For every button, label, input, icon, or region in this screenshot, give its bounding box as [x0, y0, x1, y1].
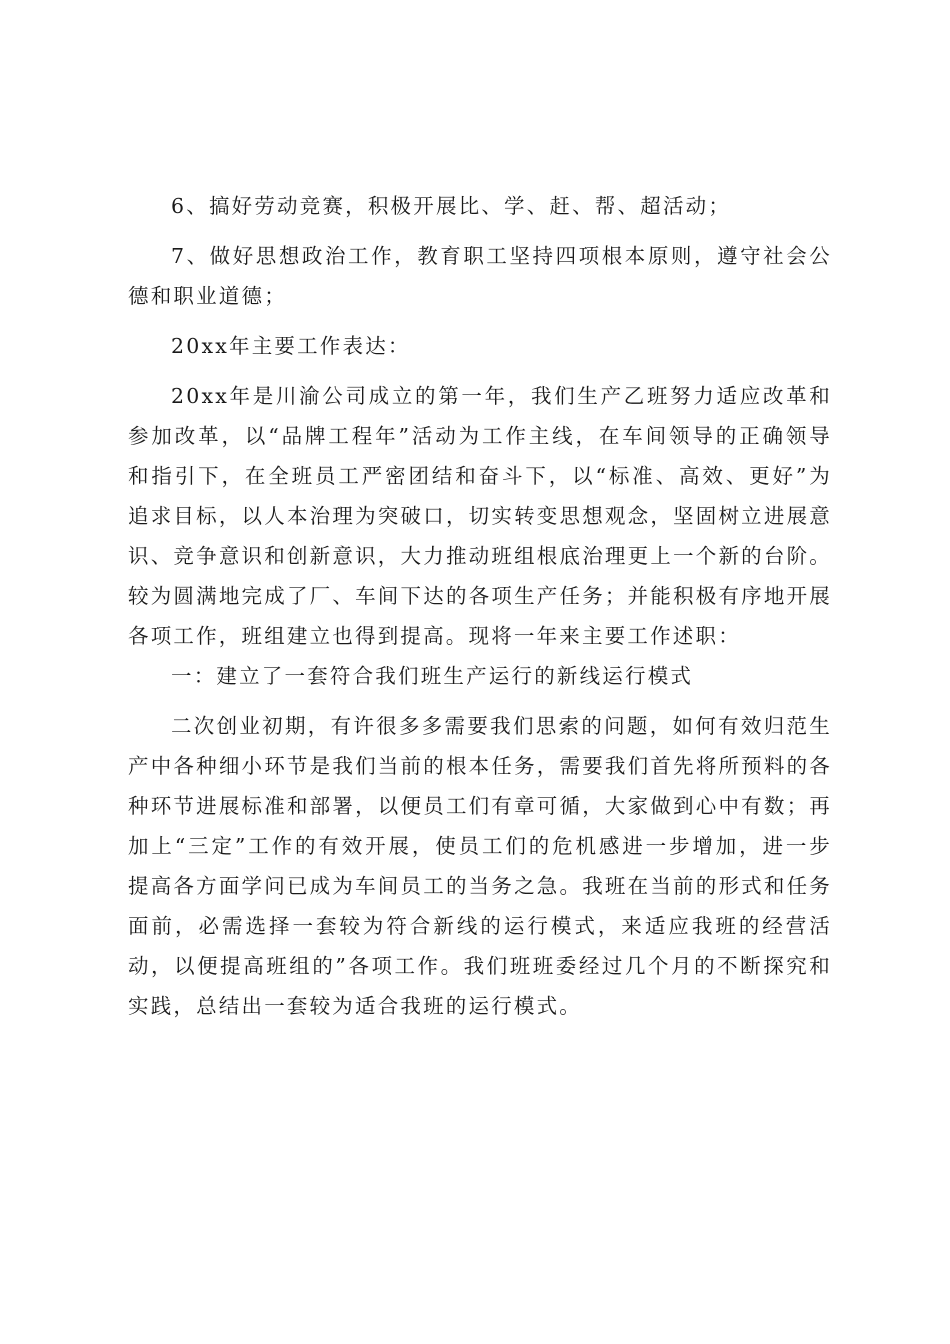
subheading: 一：建立了一套符合我们班生产运行的新线运行模式 [171, 664, 694, 688]
list-item-6: 6、搞好劳动竞赛，积极开展比、学、赶、帮、超活动； [171, 194, 732, 218]
intro-paragraph: 20xx年是川渝公司成立的第一年，我们生产乙班努力适应改革和参加改革，以“品牌工程年”活动为工作主线，在车间领导的正确领导和指引下，在全班员工严密团结和奋斗下，以“标准、高效、更好”为追求目标，以人本治理为突破口，切实转变思想观念，坚固树立进展意识、竞争意识和创新意识，大力推动班组根底治理更上一个新的台阶。较为圆满地完成了厂、车间下达的各项生产任务；并能积极有序地开展各项工作，班组建立也得到提高。现将一年来主要工作述职： [128, 384, 832, 648]
body-paragraph: 二次创业初期，有许很多多需要我们思索的问题，如何有效归范生产中各种细小环节是我们当前的根本任务，需要我们首先将所预料的各种环节进展标准和部署，以便员工们有章可循，大家做到心中有数；再加上“三定”工作的有效开展，使员工们的危机感进一步增加，进一步提高各方面学问已成为车间员工的当务之急。我班在当前的形式和任务面前，必需选择一套较为符合新线的运行模式，来适应我班的经营活动，以便提高班组的”各项工作。我们班班委经过几个月的不断探究和实践，总结出一套较为适合我班的运行模式。 [128, 714, 832, 1018]
list-item-7: 7、做好思想政治工作，教育职工坚持四项根本原则，遵守社会公德和职业道德； [128, 244, 832, 308]
document-body [128, 186, 832, 1026]
section-title: 20xx年主要工作表达： [171, 334, 411, 358]
